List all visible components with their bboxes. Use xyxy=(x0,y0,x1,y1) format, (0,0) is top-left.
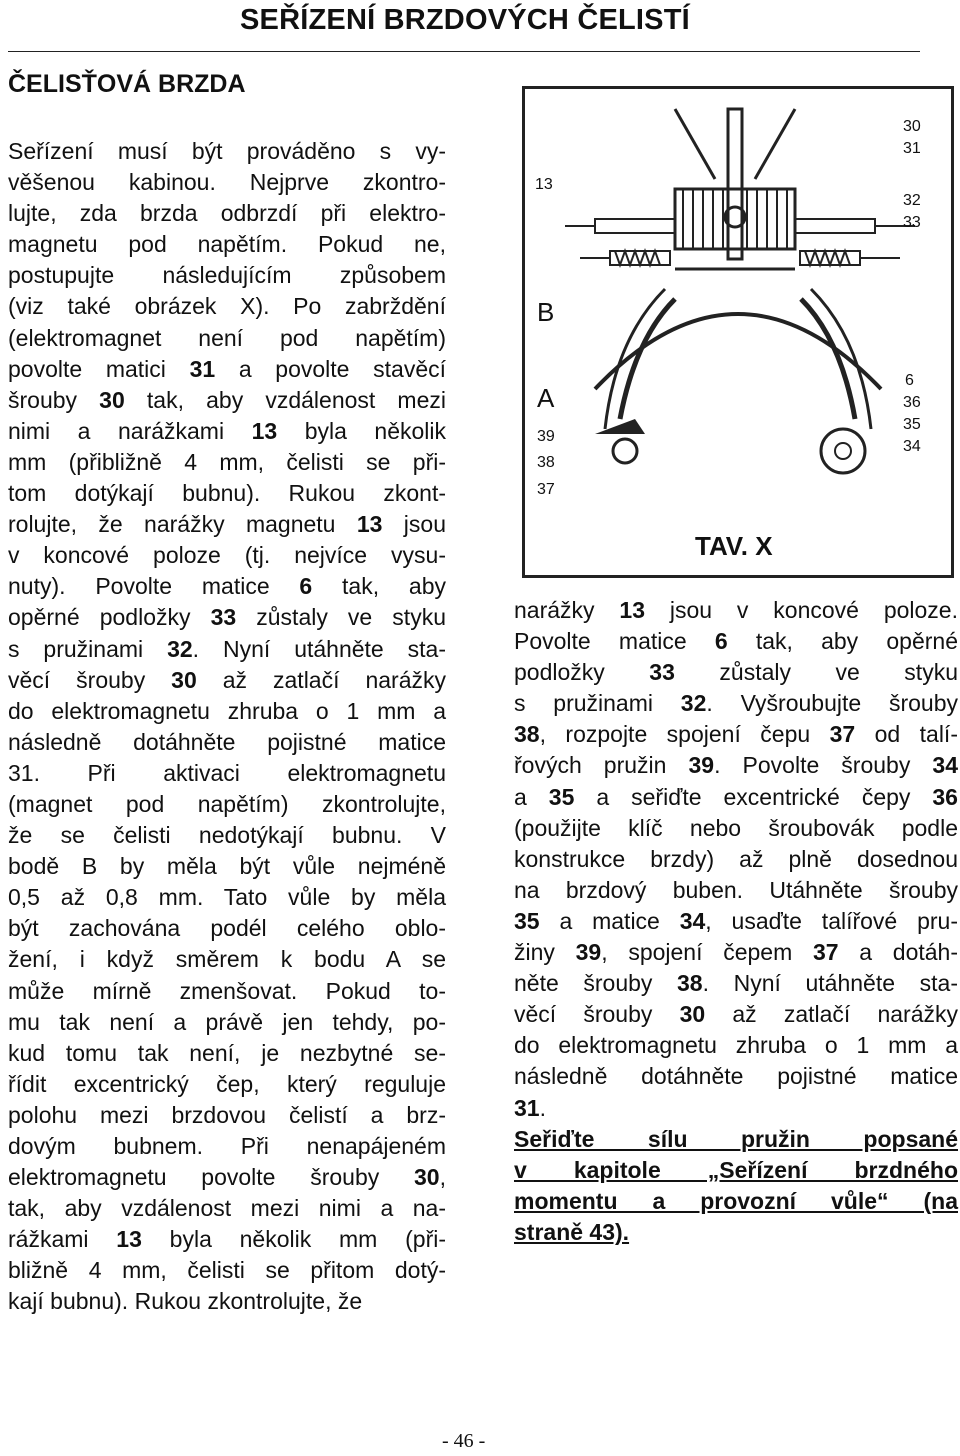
text-line: být zachována podél celého oblo- xyxy=(8,915,446,942)
figure-caption: TAV. X xyxy=(695,531,773,561)
text-line: bodě B by měla být vůle nejméně xyxy=(8,853,446,880)
text-line: věšenou kabinou. Nejprve zkontro- xyxy=(8,169,446,196)
right-eccentric-pin xyxy=(821,429,865,473)
label-37: 37 xyxy=(537,481,555,498)
text-line: do elektromagnetu zhruba o 1 mm a xyxy=(8,697,446,724)
label-13: 13 xyxy=(535,176,553,193)
magnet-ribs xyxy=(683,189,787,249)
text-line: následně dotáhněte pojistné matice xyxy=(514,1063,958,1090)
text-line: v koncové poloze (tj. nejvíce vysu- xyxy=(8,542,446,569)
text-line: něte šrouby 38. Nyní utáhněte sta- xyxy=(514,970,958,997)
page-number: - 46 - xyxy=(442,1430,486,1452)
reference-line: straně 43). xyxy=(514,1218,630,1245)
text-line: elektromagnetu povolte šrouby 30, xyxy=(8,1164,446,1191)
brake-diagram xyxy=(525,89,951,575)
text-line: magnetu pod napětím. Pokud ne, xyxy=(8,231,446,258)
text-line: 38, rozpojte spojení čepu 37 od talí- xyxy=(514,721,958,748)
label-38: 38 xyxy=(537,454,555,471)
label-6: 6 xyxy=(905,372,914,389)
text-line: povolte matici 31 a povolte stavěcí xyxy=(8,355,446,382)
text-line: dovým bubnem. Při nenapájeném xyxy=(8,1133,446,1159)
reference-line: v kapitole „Seřízení brzdného xyxy=(514,1156,958,1183)
label-A: A xyxy=(537,383,555,413)
reference-line: momentu a provozní vůle“ (na xyxy=(514,1187,958,1214)
text-line: kud tomu tak není, je nezbytné se- xyxy=(8,1039,446,1066)
section-heading: ČELISŤOVÁ BRZDA xyxy=(8,70,246,98)
header-divider xyxy=(8,51,920,52)
text-line: Povolte matice 6 tak, aby opěrné xyxy=(514,628,958,655)
label-33: 33 xyxy=(903,214,921,231)
text-line: řídit excentrický čep, který reguluje xyxy=(8,1070,446,1097)
label-32: 32 xyxy=(903,192,921,209)
text-line: nuty). Povolte matice 6 tak, aby xyxy=(8,573,446,600)
text-line: žiny 39, spojení čepem 37 a dotáh- xyxy=(514,939,959,966)
page-title: SEŘÍZENÍ BRZDOVÝCH ČELISTÍ xyxy=(240,4,690,36)
label-31: 31 xyxy=(903,140,921,157)
right-text-column xyxy=(514,595,958,1248)
text-line: šrouby 30 tak, aby vzdálenost mezi xyxy=(8,386,446,413)
text-line: opěrné podložky 33 zůstaly ve styku xyxy=(8,604,446,631)
text-line: nimi a narážkami 13 byla několik xyxy=(8,417,446,444)
text-line: 31. Při aktivaci elektromagnetu xyxy=(8,759,446,786)
label-36: 36 xyxy=(903,394,921,411)
text-line: mu tak není a právě jen tehdy, po- xyxy=(8,1008,446,1035)
label-34: 34 xyxy=(903,438,921,455)
text-line: mm (přibližně 4 mm, čelisti se při- xyxy=(8,448,446,475)
text-line: 0,5 až 0,8 mm. Tato vůle by měla xyxy=(8,884,446,911)
text-line: s pružinami 32. Vyšroubujte šrouby xyxy=(514,690,959,717)
text-line: s pružinami 32. Nyní utáhněte sta- xyxy=(8,635,446,662)
text-line: věcí šrouby 30 až zatlačí narážky xyxy=(514,1001,959,1028)
reference-line: Seřiďte sílu pružin popsané xyxy=(514,1125,958,1152)
text-line: a 35 a seřiďte excentrické čepy 36 xyxy=(514,783,958,810)
text-line: (viz také obrázek X). Po zabrždění xyxy=(8,293,446,320)
left-text-column xyxy=(8,136,446,1318)
text-line: lujte, zda brzda odbrzdí při elektro- xyxy=(8,200,446,227)
text-line: kají bubnu). Rukou zkontrolujte, že xyxy=(8,1288,363,1315)
text-line: do elektromagnetu zhruba o 1 mm a xyxy=(514,1032,958,1059)
text-line: postupujte následujícím způsobem xyxy=(8,262,446,289)
text-line: narážky 13 jsou v koncové poloze. xyxy=(514,597,958,623)
text-line: 31. xyxy=(514,1094,546,1121)
text-line: řových pružin 39. Povolte šrouby 34 xyxy=(514,752,958,779)
text-line: tak, aby vzdálenost mezi nimi a na- xyxy=(8,1195,446,1222)
text-line: že se čelisti nedotýkají bubnu. V xyxy=(8,822,446,849)
text-line: žení, i když směrem k bodu A se xyxy=(8,946,446,973)
text-line: věcí šrouby 30 až zatlačí narážky xyxy=(8,666,446,693)
label-35: 35 xyxy=(903,416,921,433)
text-line: (elektromagnet není pod napětím) xyxy=(8,324,446,351)
label-39: 39 xyxy=(537,428,555,445)
text-line: 35 a matice 34, usaďte talířové pru- xyxy=(514,907,958,934)
text-line: podložky 33 zůstaly ve styku xyxy=(514,659,958,686)
text-line: tom dotýkají bubnu). Rukou zkont- xyxy=(8,480,446,507)
shoe-anchor xyxy=(595,419,645,434)
text-line: (použijte klíč nebo šroubovák podle xyxy=(514,814,958,841)
text-line: může mírně zmenšovat. Pokud to- xyxy=(8,977,446,1004)
text-line: (magnet pod napětím) zkontrolujte, xyxy=(8,790,446,817)
brake-diagram-figure xyxy=(522,86,954,578)
text-line: na brzdový buben. Utáhněte šrouby xyxy=(514,876,958,903)
label-30: 30 xyxy=(903,118,921,135)
text-line: Seřízení musí být prováděno s vy- xyxy=(8,138,446,164)
text-line: konstrukce brzdy) až plně dosednou xyxy=(514,845,958,872)
text-line: rážkami 13 byla několik mm (při- xyxy=(8,1226,446,1253)
text-line: následně dotáhněte pojistné matice xyxy=(8,728,446,755)
text-line: bližně 4 mm, čelisti se přitom dotý- xyxy=(8,1257,446,1284)
text-line: polohu mezi brzdovou čelistí a brz- xyxy=(8,1101,446,1128)
label-B: B xyxy=(537,297,555,327)
release-lever xyxy=(728,109,742,259)
left-eccentric-pin xyxy=(613,439,637,463)
text-line: rolujte, že narážky magnetu 13 jsou xyxy=(8,511,446,538)
